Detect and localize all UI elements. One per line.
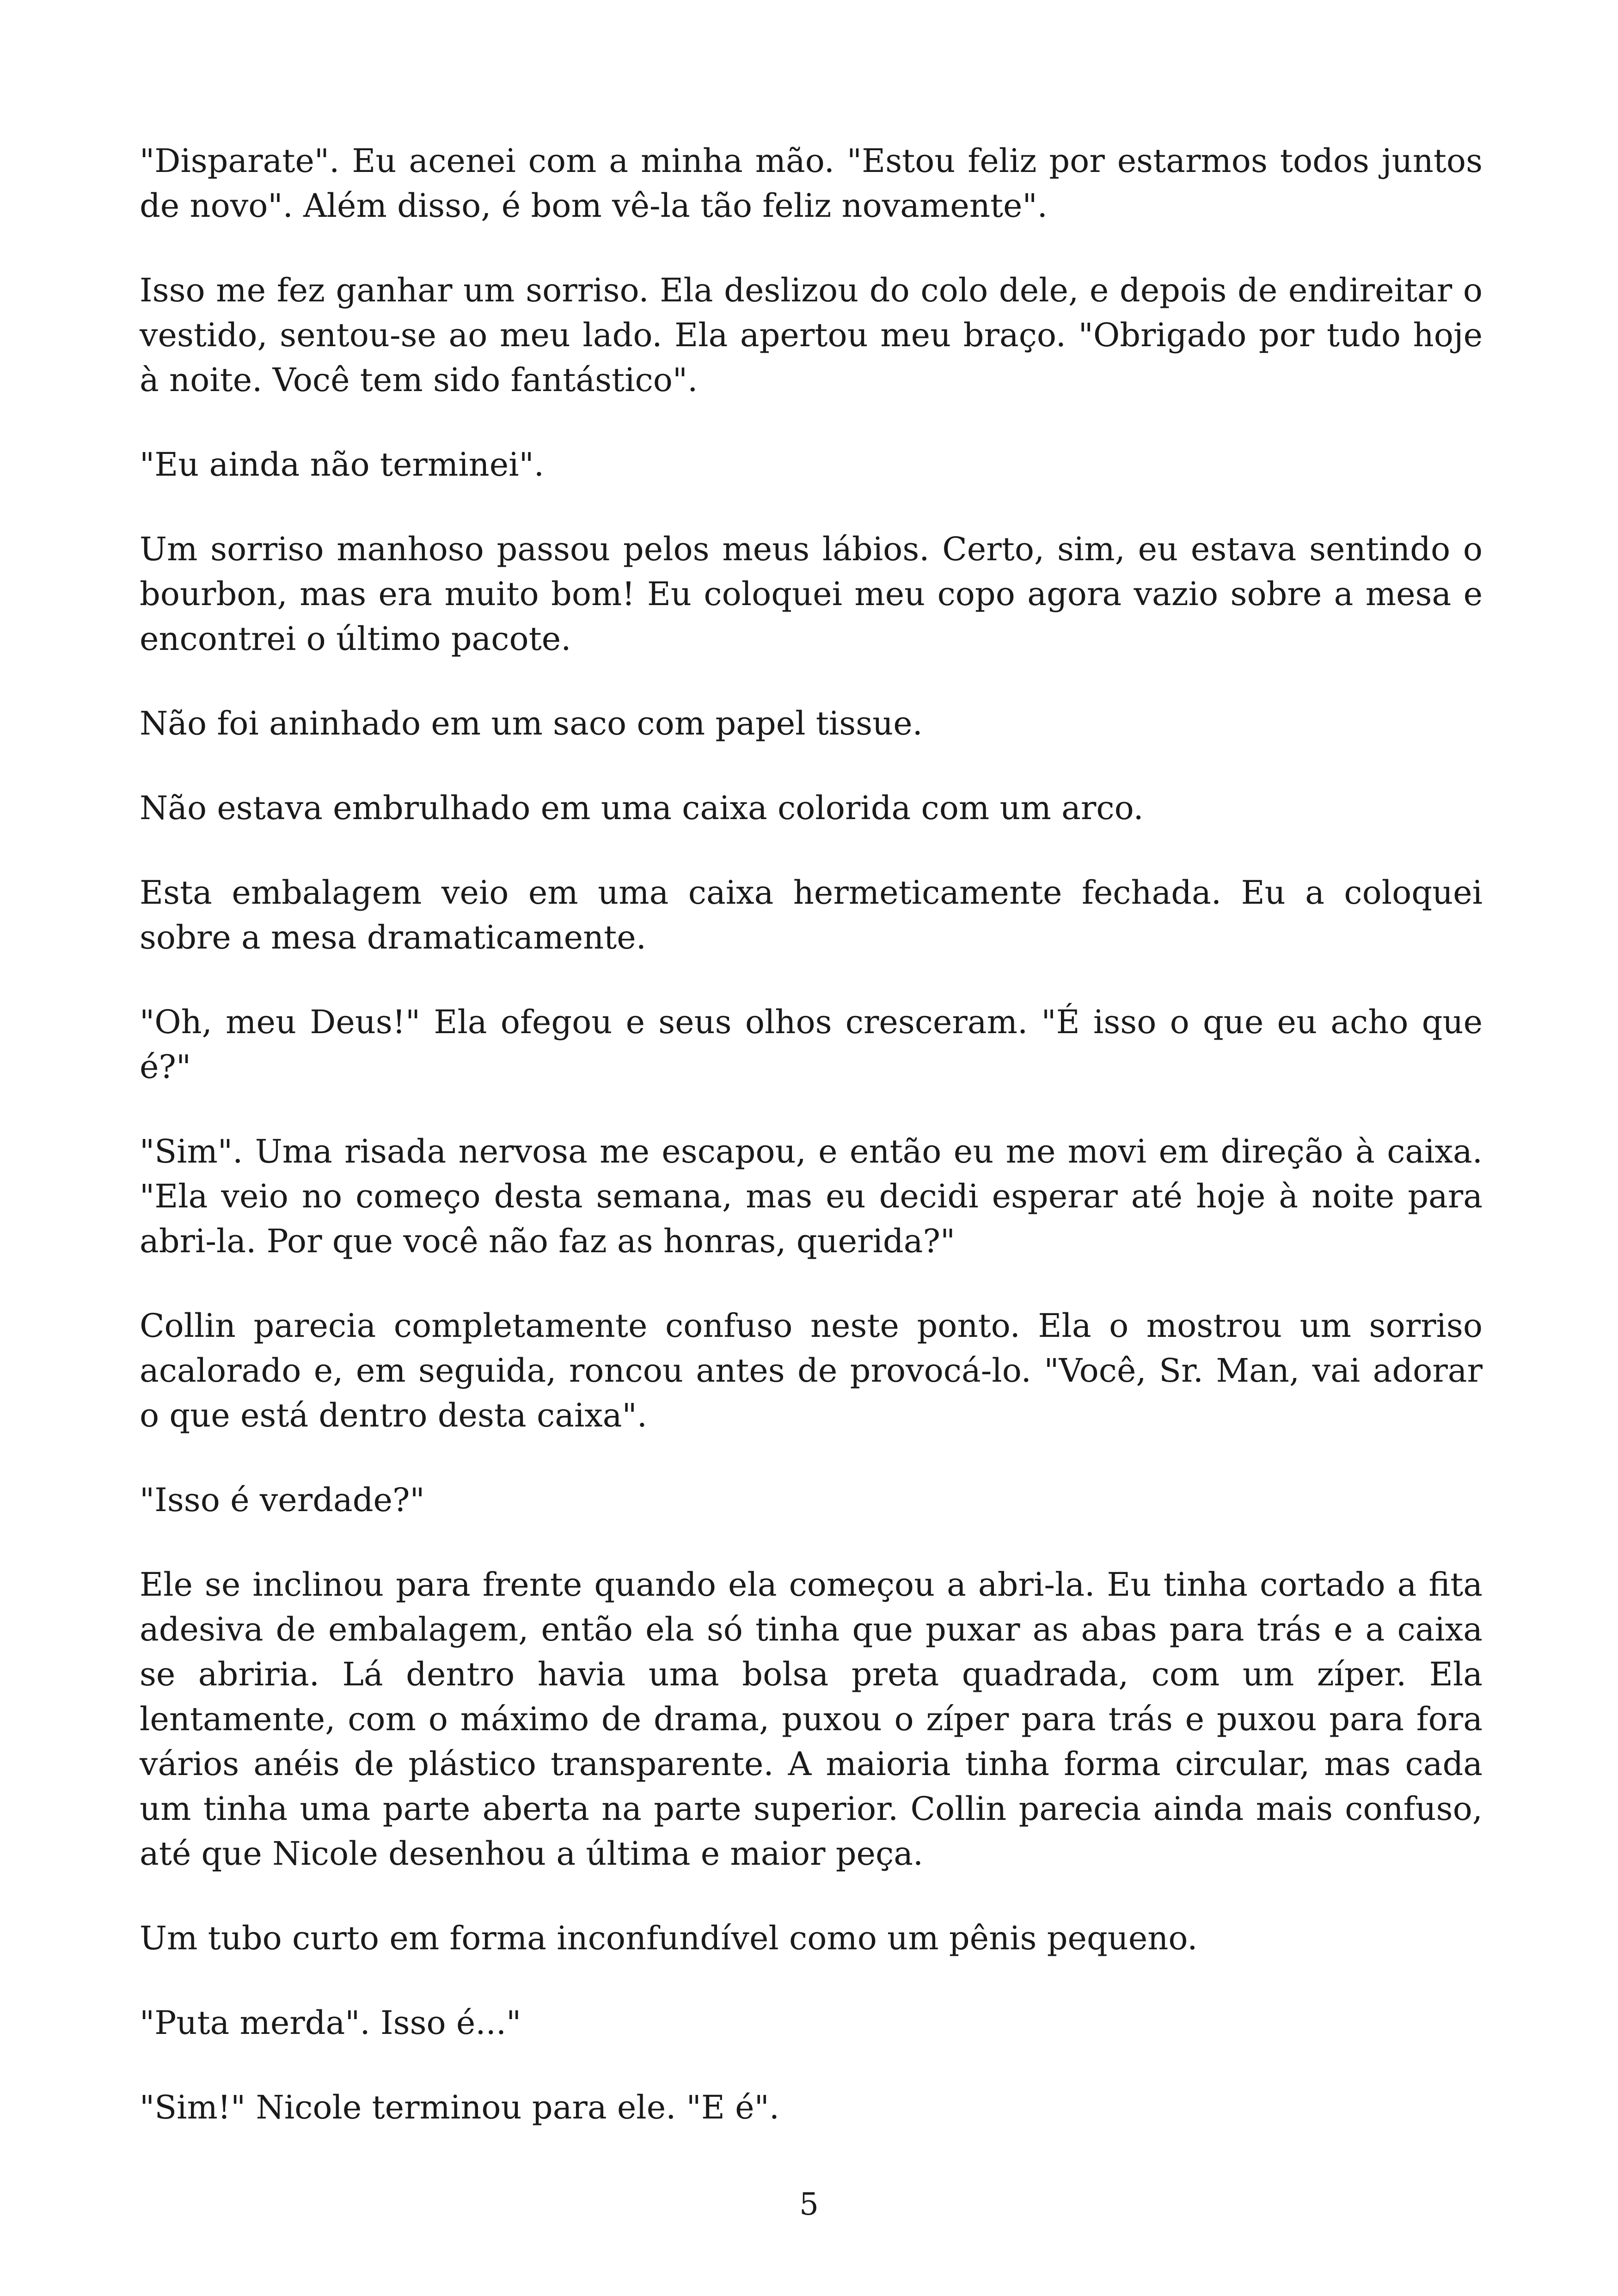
page-number: 5 <box>799 2186 819 2222</box>
paragraph: "Sim!" Nicole terminou para ele. "E é". <box>140 2088 780 2126</box>
paragraph: Ele se inclinou para frente quando ela começou a abri-la. Eu tinha cortado a fita adesiva de embalagem, então ela só tinha que puxar as abas para trás e a caixa se abriria. Lá dentro havia uma bolsa preta quadrada, com um zíper. Ela lentamente, com o máximo de drama, puxou o zíper para trás e puxou para fora vários anéis de plástico transparente. A maioria tinha forma circular, mas cada um tinha uma parte aberta na parte superior. Collin parecia ainda mais confuso, até que Nicole desenhou a última e maior peça. <box>140 1566 1483 1873</box>
paragraph: Isso me fez ganhar um sorriso. Ela deslizou do colo dele, e depois de endireitar o vestido, sentou-se ao meu lado. Ela apertou meu braço. "Obrigado por tudo hoje à noite. Você tem sido fantástico". <box>140 271 1483 399</box>
paragraph: "Disparate". Eu acenei com a minha mão. "Estou feliz por estarmos todos juntos de novo". Além disso, é bom vê-la tão feliz novamente". <box>140 142 1483 225</box>
paragraph: "Oh, meu Deus!" Ela ofegou e seus olhos cresceram. "É isso o que eu acho que é?" <box>140 1003 1483 1086</box>
paragraph: Um tubo curto em forma inconfundível como um pênis pequeno. <box>140 1919 1198 1957</box>
paragraph: Não estava embrulhado em uma caixa colorida com um arco. <box>140 789 1144 827</box>
paragraph: "Eu ainda não terminei". <box>140 446 544 484</box>
paragraph: Um sorriso manhoso passou pelos meus lábios. Certo, sim, eu estava sentindo o bourbon, mas era muito bom! Eu coloquei meu copo agora vazio sobre a mesa e encontrei o último pacote. <box>140 530 1483 658</box>
paragraph: Não foi aninhado em um saco com papel tissue. <box>140 704 923 742</box>
paragraph: "Isso é verdade?" <box>140 1481 425 1519</box>
paragraph: "Sim". Uma risada nervosa me escapou, e então eu me movi em direção à caixa. "Ela veio no começo desta semana, mas eu decidi esperar até hoje à noite para abri-la. Por que você não faz as honras, querida?" <box>140 1133 1483 1260</box>
paragraph: "Puta merda". Isso é..." <box>140 2004 521 2042</box>
paragraph: Esta embalagem veio em uma caixa hermeticamente fechada. Eu a coloquei sobre a mesa dramaticamente. <box>140 874 1483 956</box>
paragraph: Collin parecia completamente confuso neste ponto. Ela o mostrou um sorriso acalorado e, em seguida, roncou antes de provocá-lo. "Você, Sr. Man, vai adorar o que está dentro desta caixa". <box>140 1307 1483 1434</box>
body-text <box>140 139 1483 2170</box>
